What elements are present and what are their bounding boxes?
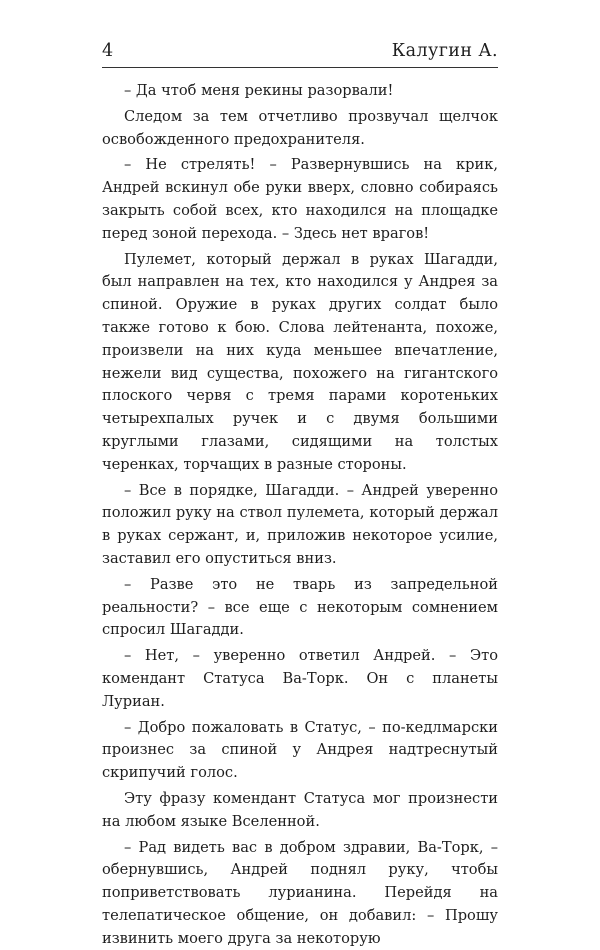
paragraph: – Разве это не тварь из запредельной реальности? – все еще с некоторым сомнением спросил Шагадди. xyxy=(102,574,498,642)
paragraph: – Нет, – уверенно ответил Андрей. – Это комендант Статуса Ва-Торк. Он с планеты Луриан. xyxy=(102,645,498,713)
paragraph: Эту фразу комендант Статуса мог произнести на любом языке Вселенной. xyxy=(102,788,498,834)
page-header xyxy=(102,38,498,64)
running-title: Калугин А. xyxy=(392,38,498,64)
body-text xyxy=(102,80,498,950)
paragraph: Следом за тем отчетливо прозвучал щелчок освобожденного предохранителя. xyxy=(102,106,498,152)
header-rule xyxy=(102,67,498,68)
paragraph: – Не стрелять! – Развернувшись на крик, Андрей вскинул обе руки вверх, словно собираясь закрыть собой всех, кто находился на площадке перед зоной перехода. – Здесь нет врагов! xyxy=(102,154,498,245)
paragraph: – Да чтоб меня рекины разорвали! xyxy=(102,80,498,103)
page-number: 4 xyxy=(102,38,113,64)
paragraph: – Все в порядке, Шагадди. – Андрей уверенно положил руку на ствол пулемета, который держал в руках сержант, и, приложив некоторое усилие, заставил его опуститься вниз. xyxy=(102,480,498,571)
paragraph: – Добро пожаловать в Статус, – по-кедлмарски произнес за спиной у Андрея надтреснутый скрипучий голос. xyxy=(102,717,498,785)
paragraph: Пулемет, который держал в руках Шагадди, был направлен на тех, кто находился у Андрея за спиной. Оружие в руках других солдат было также готово к бою. Слова лейтенанта, похоже, произвели на них куда меньшее впечатление, нежели вид существа, похожего на гигантского плоского червя с тремя парами коротеньких четырехпалых ручек и с двумя большими круглыми глазами, сидящими на толстых черенках, торчащих в разные стороны. xyxy=(102,249,498,477)
paragraph: – Рад видеть вас в добром здравии, Ва-Торк, – обернувшись, Андрей поднял руку, чтобы поприветствовать лурианина. Перейдя на телепатическое общение, он добавил: – Прошу извинить моего друга за некоторую xyxy=(102,837,498,950)
